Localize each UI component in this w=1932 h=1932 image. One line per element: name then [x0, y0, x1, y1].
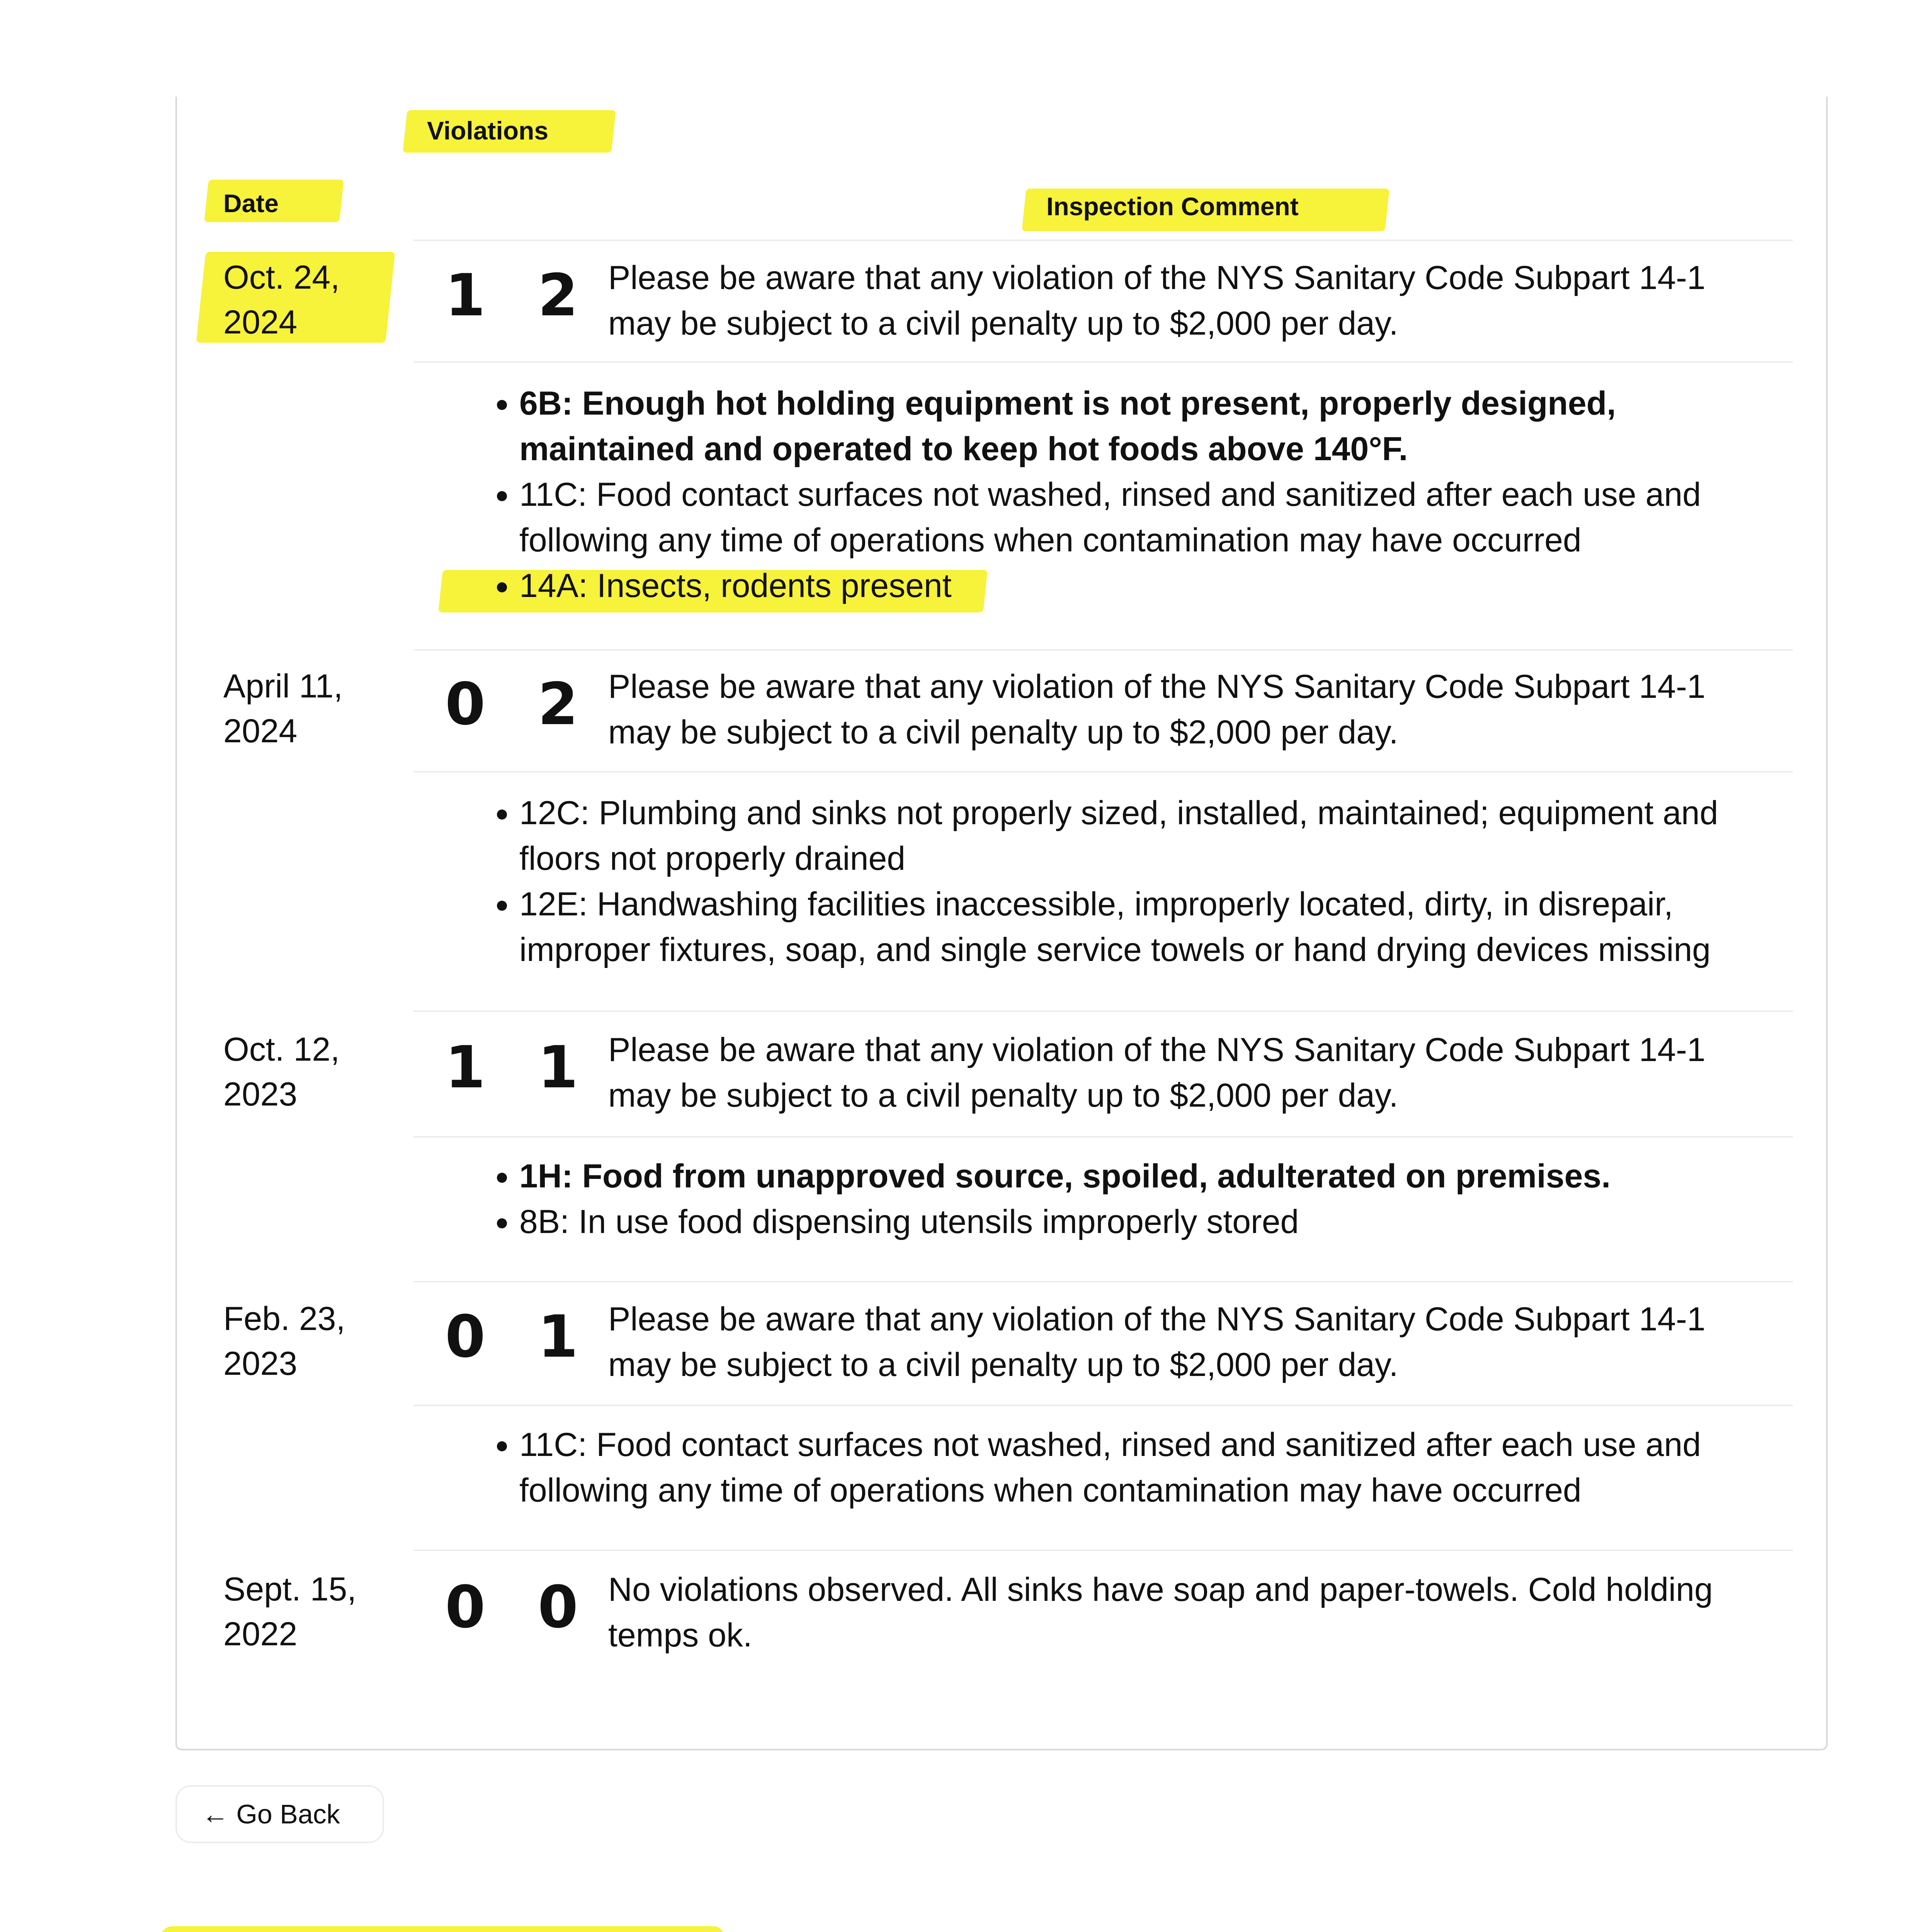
- row-separator: [413, 1405, 1793, 1406]
- inspection-date: Oct. 24, 2024: [223, 259, 340, 341]
- header-violations: Violations: [427, 116, 549, 145]
- row-separator: [413, 1549, 1793, 1551]
- inspection-date: April 11, 2024: [223, 668, 343, 750]
- non-critical-count: 2: [537, 671, 578, 738]
- violation-item: • 1H: Food from unapproved source, spoiled, adulterated on premises.: [519, 1153, 1932, 1199]
- row-separator: [413, 771, 1793, 772]
- highlight-source: [152, 1926, 725, 1932]
- critical-count: 0: [445, 1574, 486, 1641]
- inspection-date: Oct. 12, 2023: [223, 1031, 340, 1113]
- violation-item: • 11C: Food contact surfaces not washed, rinsed and sanitized after each use and following any time of operations when contamination may have occurred: [519, 472, 1932, 563]
- header-inspection-comment: Inspection Comment: [1046, 192, 1299, 221]
- non-critical-count: 1: [537, 1034, 578, 1101]
- go-back-button[interactable]: ← Go Back: [175, 1785, 384, 1843]
- row-separator: [413, 361, 1793, 363]
- row-separator: [413, 1010, 1793, 1012]
- row-separator: [413, 1136, 1793, 1138]
- inspection-comment: No violations observed. All sinks have soap and paper-towels. Cold holding temps ok.: [608, 1571, 1713, 1654]
- violation-item: • 14A: Insects, rodents present: [519, 563, 1932, 609]
- violation-item: • 12C: Plumbing and sinks not properly sized, installed, maintained; equipment and floors not properly drained: [519, 790, 1932, 881]
- non-critical-count: 1: [537, 1303, 578, 1371]
- violation-item: • 6B: Enough hot holding equipment is not present, properly designed, maintained and operated to keep hot foods above 140°F.: [519, 381, 1932, 472]
- header-date: Date: [223, 189, 279, 218]
- violation-list: [461, 1422, 1932, 1513]
- inspection-comment: Please be aware that any violation of the NYS Sanitary Code Subpart 14-1 may be subject to a civil penalty up to $2,000 per day.: [608, 1301, 1706, 1383]
- violation-item: • 8B: In use food dispensing utensils improperly stored: [519, 1199, 1932, 1245]
- violation-list: [461, 1153, 1932, 1245]
- violation-list: [461, 790, 1932, 973]
- violation-item: • 11C: Food contact surfaces not washed, rinsed and sanitized after each use and following any time of operations when contamination may have occurred: [519, 1422, 1932, 1513]
- inspection-date: Sept. 15, 2022: [223, 1571, 357, 1653]
- inspection-date: Feb. 23, 2023: [223, 1300, 345, 1382]
- row-separator: [413, 649, 1793, 651]
- critical-count: 1: [445, 1034, 486, 1101]
- inspection-comment: Please be aware that any violation of the NYS Sanitary Code Subpart 14-1 may be subject to a civil penalty up to $2,000 per day.: [608, 668, 1706, 751]
- row-separator: [413, 240, 1793, 241]
- non-critical-count: 0: [537, 1574, 578, 1641]
- violation-item: • 12E: Handwashing facilities inaccessible, improperly located, dirty, in disrepair, improper fixtures, soap, and single service towels or hand drying devices missing: [519, 881, 1932, 973]
- inspection-comment: Please be aware that any violation of the NYS Sanitary Code Subpart 14-1 may be subject to a civil penalty up to $2,000 per day.: [608, 1031, 1706, 1114]
- row-separator: [413, 1281, 1793, 1282]
- critical-count: 0: [445, 1303, 486, 1371]
- violation-list: [461, 381, 1932, 609]
- non-critical-count: 2: [537, 262, 578, 329]
- inspection-comment: Please be aware that any violation of the NYS Sanitary Code Subpart 14-1 may be subject to a civil penalty up to $2,000 per day.: [608, 259, 1706, 342]
- critical-count: 0: [445, 671, 486, 738]
- critical-count: 1: [445, 262, 486, 329]
